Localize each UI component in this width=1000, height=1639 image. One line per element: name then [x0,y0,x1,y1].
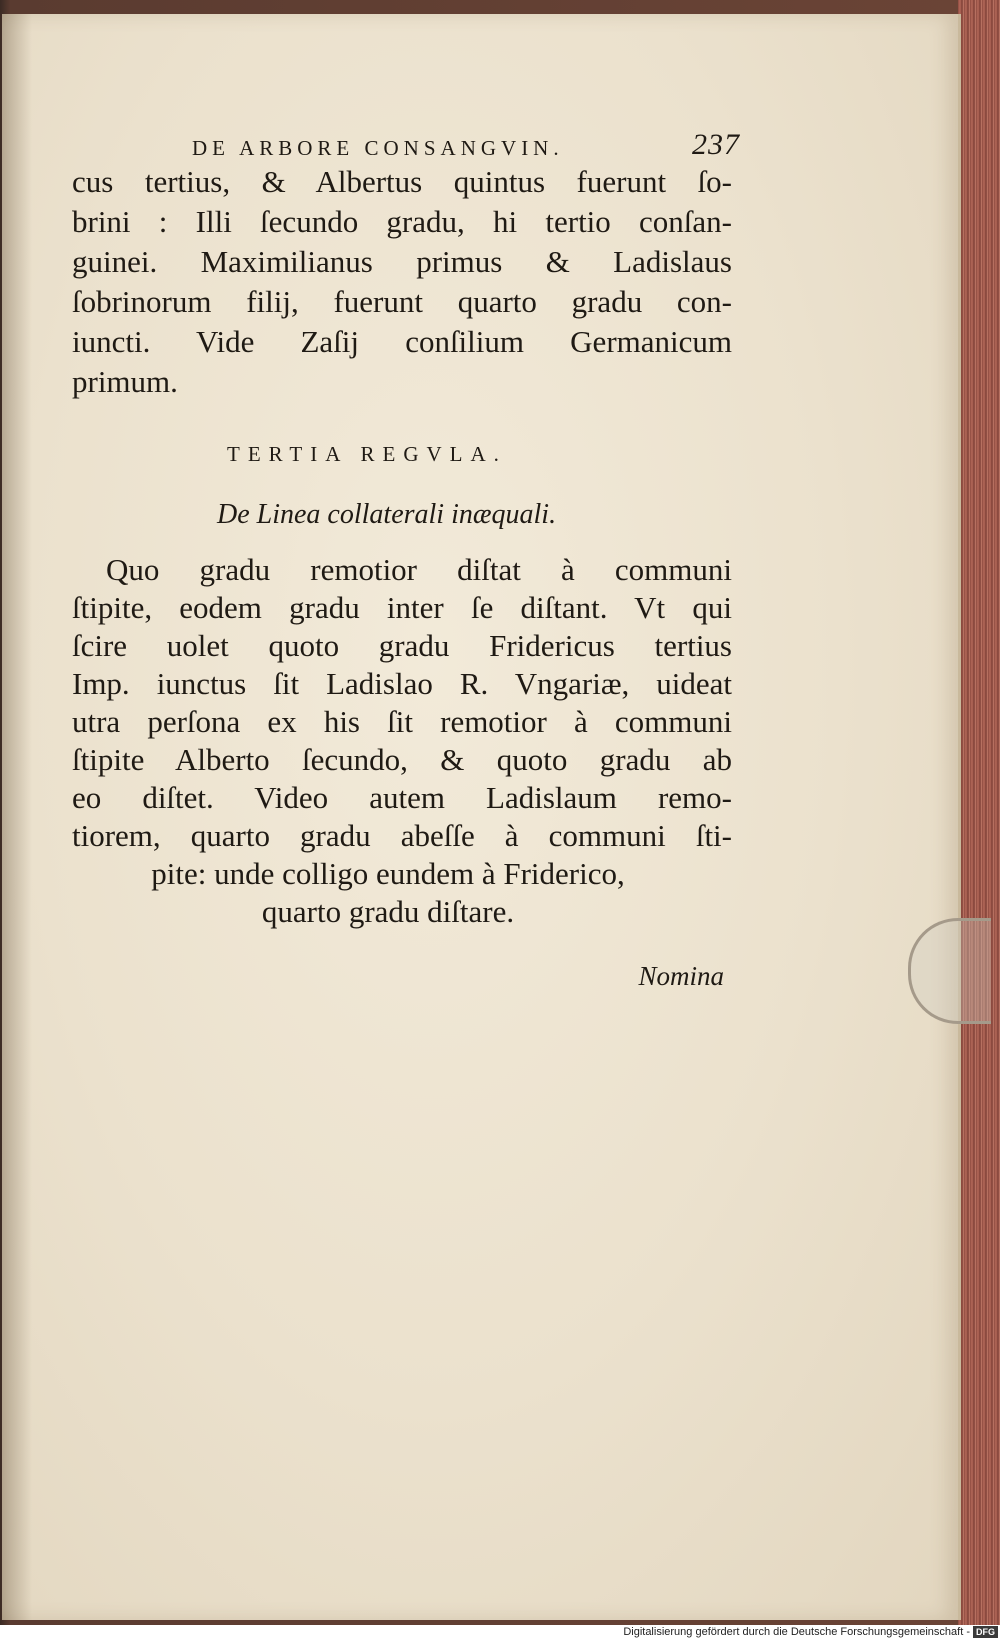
section-subtitle: De Linea collaterali inæquali. [217,499,557,530]
gutter-shadow [2,14,32,1620]
text-line: ſtipite, eodem gradu inter ſe diſtant. Vt qui [72,590,732,625]
catchword: Nomina [638,961,724,991]
text-line: quarto gradu diſtare. [261,894,515,929]
text-line: tiorem, quarto gradu abeſſe à communi ſti- [72,818,732,853]
text-line: Imp. iunctus ſit Ladislao R. Vngariæ, uideat [72,666,732,701]
dfg-logo: DFG [973,1626,998,1638]
page-text [72,118,740,992]
text-line: ſcire uolet quoto gradu Fridericus tertius [72,628,732,663]
text-line: utra perſona ex his ſit remotior à communi [72,704,732,739]
text-line: ſtipite Alberto ſecundo, & quoto gradu ab [72,742,732,777]
paragraph-continuation [72,162,732,402]
footer-credit: Digitalisierung gefördert durch die Deutsche Forschungsgemeinschaft - [623,1626,970,1638]
rule-paragraph [72,551,732,931]
text-line: pite: unde colligo eundem à Friderico, [151,856,625,891]
running-head-title: DE ARBORE CONSANGVIN. [192,136,564,160]
text-line: primum. [72,364,178,399]
page-block-edges [958,0,1000,1625]
section-title: TERTIA REGVLA. [227,442,507,466]
running-head [72,118,740,162]
text-line: iuncti. Vide Zaſij conſilium Germanicum [72,324,732,359]
clip-mark [908,918,991,1024]
text-line: guinei. Maximilianus primus & Ladislaus [72,244,732,279]
text-line: ſobrinorum filij, fuerunt quarto gradu con- [72,284,732,319]
text-line: cus tertius, & Albertus quintus fuerunt ſo- [72,164,732,199]
page-number: 237 [692,128,740,161]
text-line: eo diſtet. Video autem Ladislaum remo- [72,780,732,815]
text-line: brini : Illi ſecundo gradu, hi tertio conſan- [72,204,732,239]
digitization-footer [0,1625,1000,1639]
text-line: Quo gradu remotior diſtat à communi [106,552,732,587]
